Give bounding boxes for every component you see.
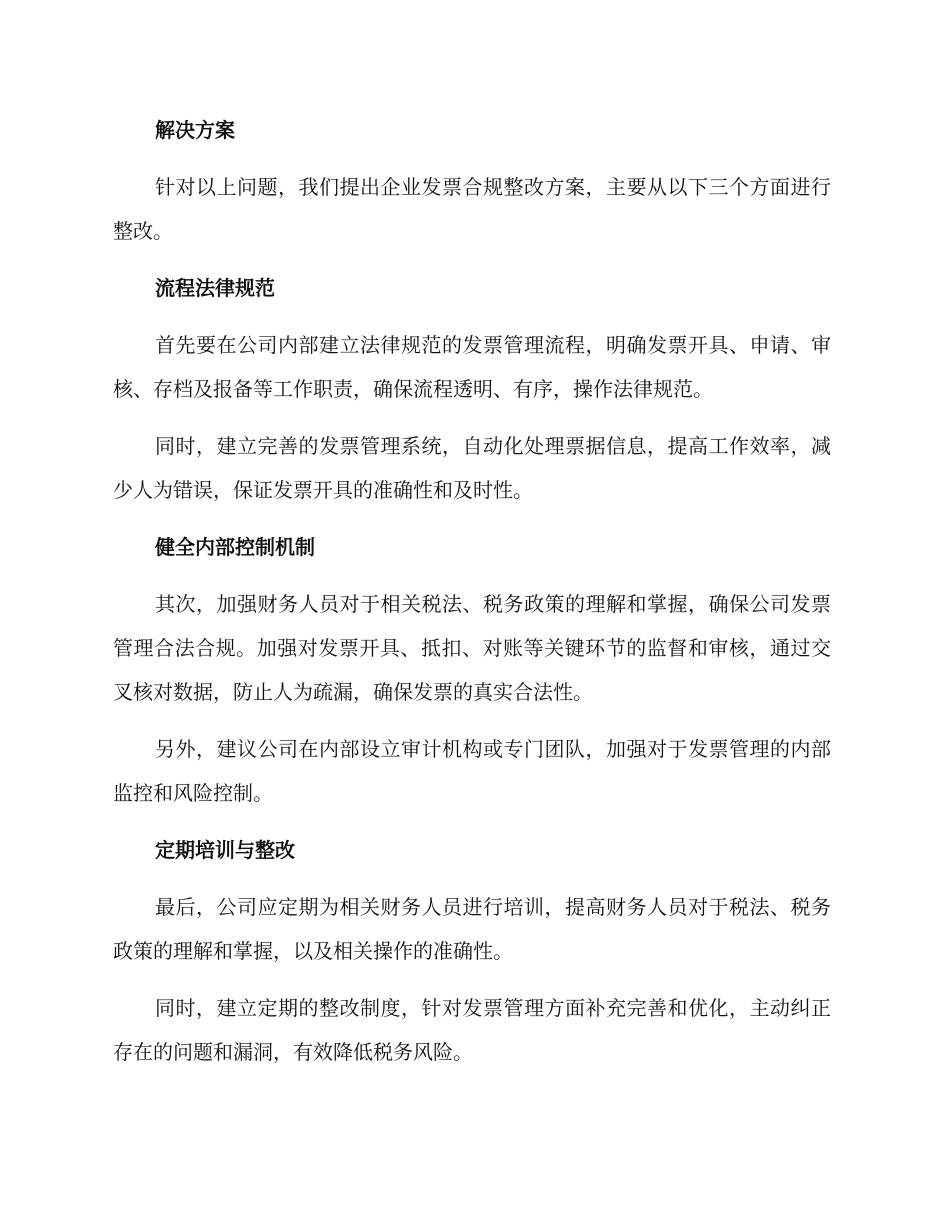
section-heading-process-legal: 流程法律规范 [155,276,275,300]
paragraph-process-1: 首先要在公司内部建立法律规范的发票管理流程，明确发票开具、申请、审核、存档及报备等工作职责，确保流程透明、有序，操作法律规范。 [113,333,831,401]
section-heading-training: 定期培训与整改 [155,838,295,862]
paragraph-training-2: 同时，建立定期的整改制度，针对发票管理方面补充完善和优化，主动纠正存在的问题和漏洞，有效降低税务风险。 [113,996,831,1064]
paragraph-control-1: 其次，加强财务人员对于相关税法、税务政策的理解和掌握，确保公司发票管理合法合规。加强对发票开具、抵扣、对账等关键环节的监督和审核，通过交叉核对数据，防止人为疏漏，确保发票的真实合法性。 [113,592,831,704]
document-page [113,108,831,1087]
section-heading-internal-control: 健全内部控制机制 [155,535,315,559]
paragraph-control-2: 另外，建议公司在内部设立审计机构或专门团队，加强对于发票管理的内部监控和风险控制。 [113,737,831,805]
paragraph-process-2: 同时，建立完善的发票管理系统，自动化处理票据信息，提高工作效率，减少人为错误，保证发票开具的准确性和及时性。 [113,434,831,502]
section-heading-solution: 解决方案 [155,118,235,142]
paragraph-training-1: 最后，公司应定期为相关财务人员进行培训，提高财务人员对于税法、税务政策的理解和掌握，以及相关操作的准确性。 [113,895,831,963]
paragraph-intro: 针对以上问题，我们提出企业发票合规整改方案，主要从以下三个方面进行整改。 [113,175,831,243]
